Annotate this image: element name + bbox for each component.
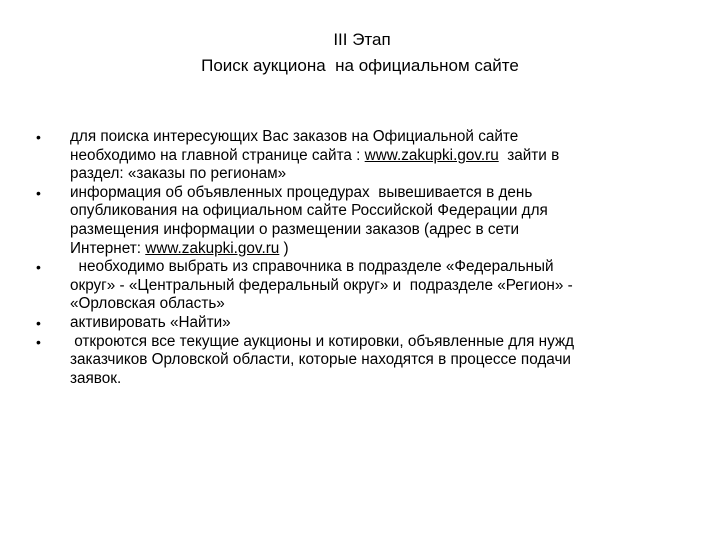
title-heading: Поиск аукциона на официальном сайте (201, 56, 519, 75)
bullet-text: заказчиков Орловской области, которые находятся в процессе подачи (70, 351, 571, 369)
bullet-text-fragment: Интернет: (70, 239, 146, 257)
bullet-icon: • (36, 184, 41, 201)
zakupki-link[interactable]: www.zakupki.gov.ru (364, 146, 499, 164)
bullet-text: заявок. (70, 369, 122, 387)
bullet-text: «Орловская область» (70, 295, 225, 313)
bullet-icon: • (36, 314, 41, 331)
bullet-text: опубликования на официальном сайте Российской Федерации для (70, 202, 548, 220)
bullet-text: раздел: «заказы по регионам» (70, 165, 287, 183)
bullet-text-fragment: зайти в (498, 146, 560, 164)
zakupki-link[interactable]: www.zakupki.gov.ru (145, 239, 280, 257)
list-item (36, 333, 676, 389)
bullet-text-fragment: ) (279, 239, 289, 257)
bullet-text (70, 240, 676, 259)
bullet-icon: • (36, 333, 41, 350)
slide-title (0, 27, 720, 79)
bullet-list (36, 128, 676, 388)
bullet-text: откроются все текущие аукционы и котировки, объявленные для нужд (70, 332, 575, 350)
bullet-text: округ» - «Центральный федеральный округ» и подразделе «Регион» - (70, 276, 573, 294)
bullet-icon: • (36, 259, 41, 276)
list-item (36, 314, 676, 333)
bullet-text: размещения информации о размещении заказов (адрес в сети (70, 220, 520, 238)
bullet-text: информация об объявленных процедурах вывешивается в день (70, 183, 533, 201)
list-item (36, 184, 676, 258)
bullet-text: для поиска интересующих Вас заказов на Официальной сайте (70, 128, 519, 145)
bullet-text: активировать «Найти» (70, 313, 231, 331)
bullet-text-fragment: необходимо на главной странице сайта : (70, 146, 365, 164)
bullet-text (70, 147, 676, 166)
list-item (36, 258, 676, 314)
bullet-text: необходимо выбрать из справочника в подразделе «Федеральный (70, 258, 554, 276)
list-item (36, 128, 676, 184)
bullet-icon: • (36, 129, 41, 145)
title-stage: III Этап (333, 30, 391, 49)
